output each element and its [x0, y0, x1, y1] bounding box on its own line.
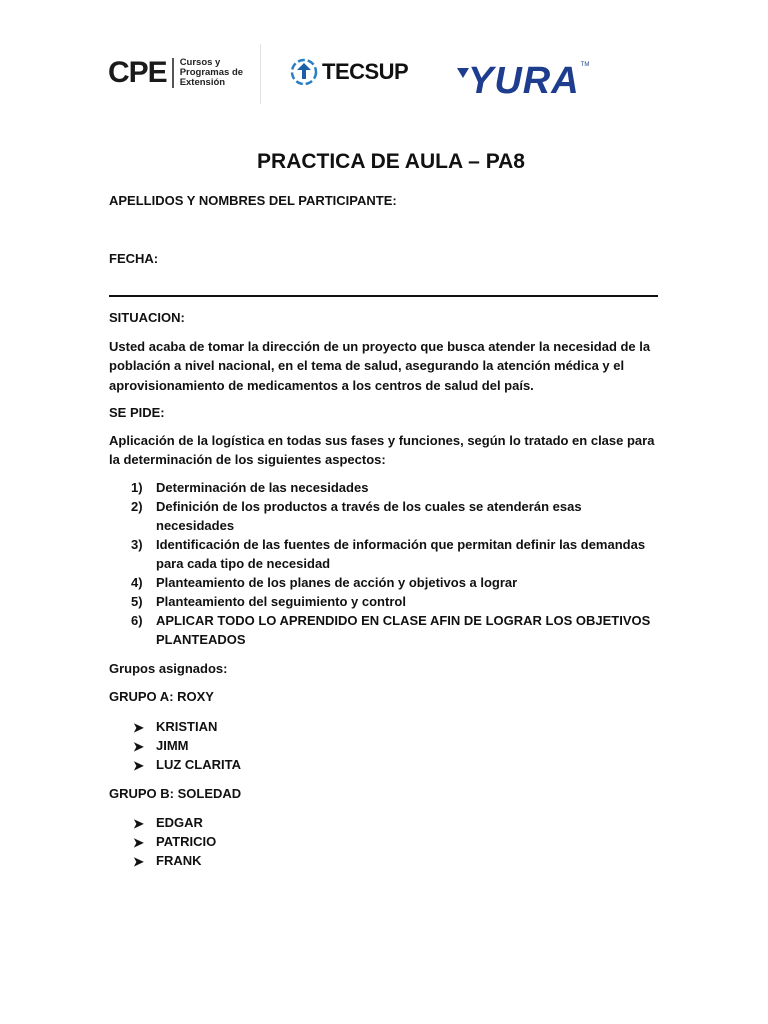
- list-item: 2) Definición de los productos a través de los cuales se atenderán esas necesidades: [131, 498, 582, 533]
- document-body: [109, 150, 659, 870]
- arrow-bullet-icon: ➤: [133, 738, 144, 754]
- yura-logo-text: YURA: [468, 60, 580, 102]
- tecsup-logo: [290, 58, 408, 86]
- list-item: ➤ KRISTIAN: [133, 718, 218, 735]
- list-item: 4) Planteamiento de los planes de acción y objetivos a lograr: [131, 574, 518, 590]
- group-b-members: [109, 813, 659, 870]
- logo-divider: [260, 44, 261, 104]
- list-item: 1) Determinación de las necesidades: [131, 479, 369, 495]
- request-text: Aplicación de la logística en todas sus fases y funciones, según lo tratado en clase para la determinación de los siguientes aspectos:: [109, 432, 655, 467]
- date-label: FECHA:: [109, 250, 159, 266]
- list-item: ➤ EDGAR: [133, 815, 203, 831]
- groups-label: Grupos asignados:: [109, 660, 228, 676]
- group-b-label: GRUPO B: SOLEDAD: [109, 785, 242, 801]
- situation-text: Usted acaba de tomar la dirección de un proyecto que busca atender la necesidad de la población a nivel nacional, en el tema de salud, asegurando la atención médica y el aprovisionamiento de medicamentos a los centros de salud del país.: [109, 338, 651, 393]
- cpe-logo: [108, 58, 243, 88]
- list-item: 5) Planteamiento del seguimiento y control: [131, 593, 406, 609]
- arrow-bullet-icon: ➤: [133, 719, 144, 735]
- arrow-bullet-icon: ➤: [133, 816, 144, 831]
- cpe-logo-text: [180, 58, 243, 88]
- tecsup-emblem-icon: [290, 58, 318, 86]
- situation-label: SITUACION:: [109, 310, 185, 325]
- requirements-list: [109, 478, 659, 649]
- participant-label: APELLIDOS Y NOMBRES DEL PARTICIPANTE:: [109, 193, 397, 208]
- arrow-bullet-icon: ➤: [133, 757, 144, 773]
- cpe-logo-line1: Cursos y: [179, 57, 221, 68]
- cpe-logo-line2: Programas de: [179, 67, 244, 78]
- list-item: 3) Identificación de las fuentes de información que permitan definir las demandas para cada tipo de necesidad: [131, 536, 646, 571]
- tecsup-logo-text: TECSUP: [322, 59, 409, 84]
- arrow-bullet-icon: ➤: [133, 854, 144, 869]
- list-item: ➤ LUZ CLARITA: [133, 756, 241, 773]
- list-item: ➤ FRANK: [133, 853, 202, 869]
- arrow-bullet-icon: ➤: [133, 835, 144, 850]
- document-title: PRACTICA DE AULA – PA8: [257, 150, 525, 173]
- header-logos: [0, 0, 768, 120]
- group-a-label: GRUPO A: ROXY: [109, 689, 214, 704]
- group-a-members: [109, 717, 659, 774]
- cpe-logo-line3: Extensión: [179, 77, 226, 88]
- cpe-logo-divider: [172, 58, 174, 88]
- yura-logo: [456, 62, 589, 100]
- cpe-logo-mark: CPE: [108, 56, 167, 89]
- list-item: ➤ PATRICIO: [133, 834, 217, 850]
- request-label: SE PIDE:: [109, 405, 165, 420]
- list-item: ➤ JIMM: [133, 737, 189, 754]
- list-item: 6) APLICAR TODO LO APRENDIDO EN CLASE AFIN DE LOGRAR LOS OBJETIVOS PLANTEADOS: [131, 612, 651, 647]
- yura-logo-trademark: TM: [580, 62, 590, 68]
